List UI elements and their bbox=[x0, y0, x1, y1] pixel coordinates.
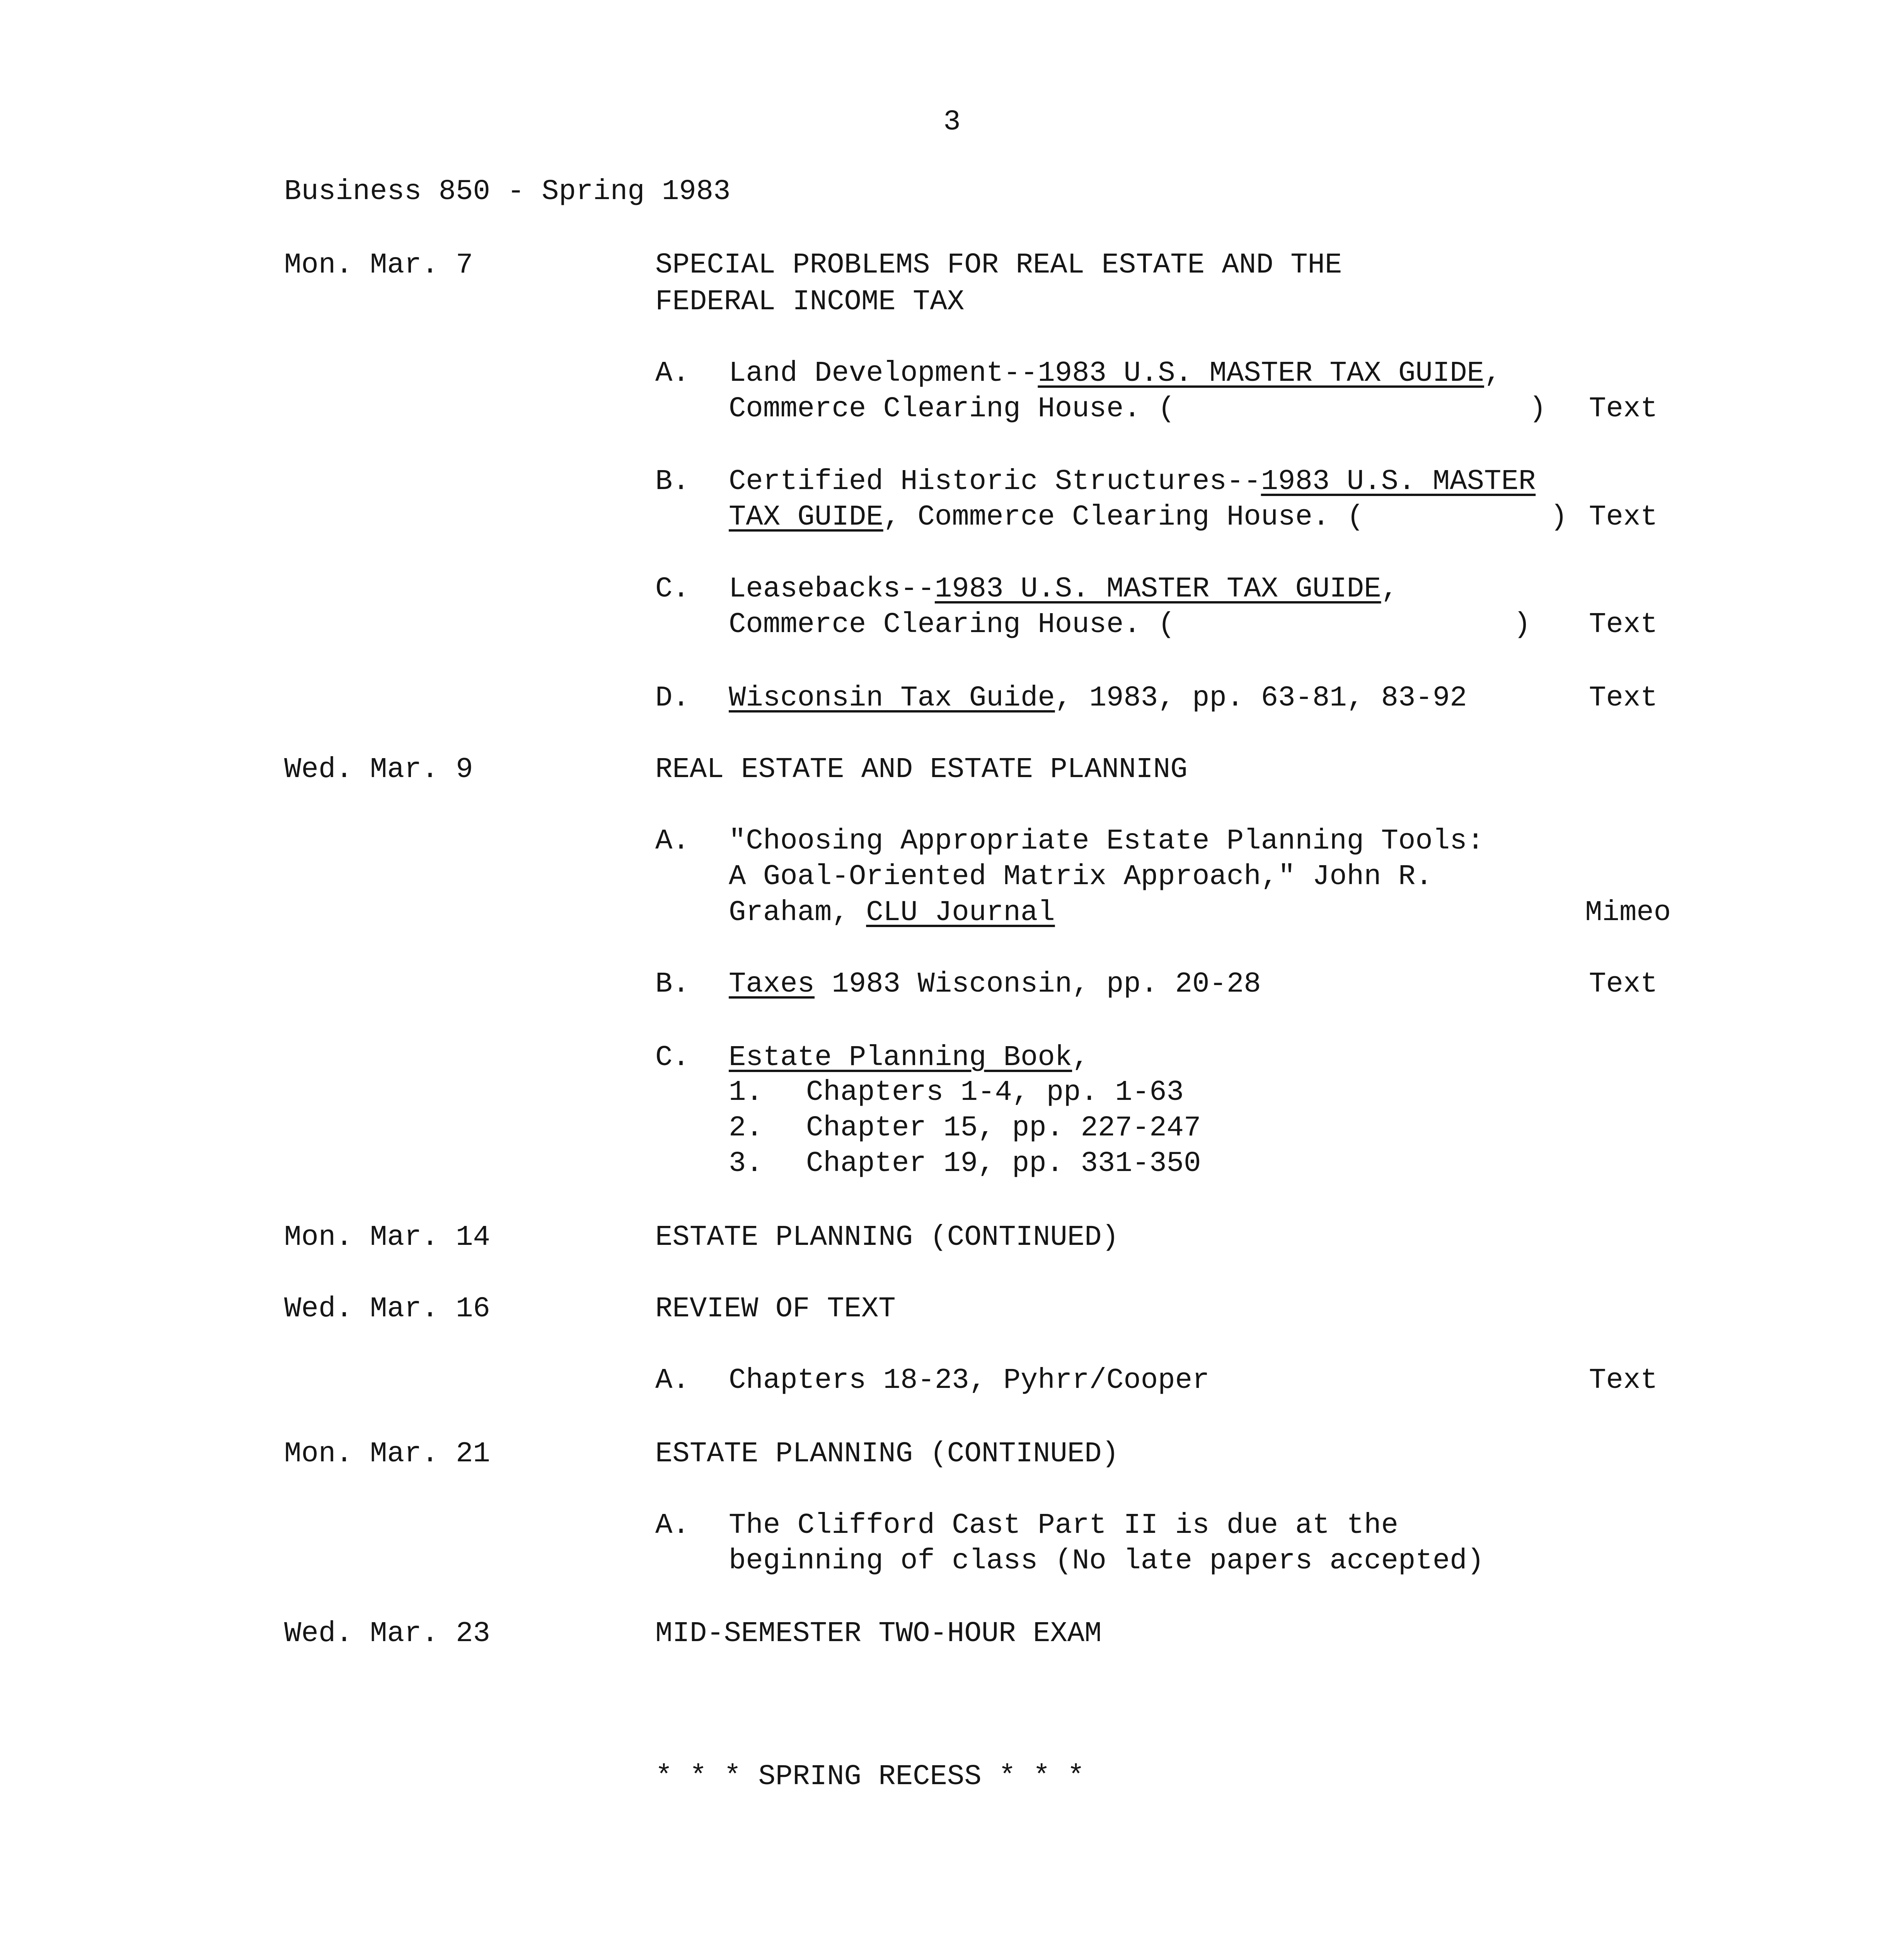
sub-item-text: Chapter 15, pp. 227-247 bbox=[806, 1112, 1201, 1144]
item-text bbox=[729, 966, 1261, 1002]
sub-item-number: 3. bbox=[729, 1147, 763, 1180]
item-blank-close: ) bbox=[1529, 393, 1546, 425]
item-text: beginning of class (No late papers accepted) bbox=[729, 1545, 1484, 1577]
item-letter: A. bbox=[655, 357, 690, 390]
session-title: ESTATE PLANNING (CONTINUED) bbox=[655, 1438, 1119, 1470]
item-text: The Clifford Cast Part II is due at the bbox=[729, 1509, 1398, 1542]
item-text-part: Leasebacks-- bbox=[729, 573, 935, 605]
item-text bbox=[729, 680, 1467, 716]
course-header: Business 850 - Spring 1983 bbox=[284, 176, 731, 208]
book-title: Wisconsin Tax Guide bbox=[729, 682, 1055, 714]
session-title: REAL ESTATE AND ESTATE PLANNING bbox=[655, 753, 1188, 786]
session-date: Mon. Mar. 14 bbox=[284, 1221, 490, 1254]
sub-item-text: Chapter 19, pp. 331-350 bbox=[806, 1147, 1201, 1180]
session-date: Wed. Mar. 16 bbox=[284, 1293, 490, 1325]
item-text-part: Land Development-- bbox=[729, 357, 1038, 390]
session-date: Wed. Mar. 23 bbox=[284, 1618, 490, 1650]
session-date: Mon. Mar. 21 bbox=[284, 1438, 490, 1470]
sub-item-text: Chapters 1-4, pp. 1-63 bbox=[806, 1076, 1184, 1109]
item-text bbox=[729, 356, 1501, 391]
item-text: A Goal-Oriented Matrix Approach," John R. bbox=[729, 861, 1433, 893]
item-source: Text bbox=[1589, 609, 1658, 641]
item-text bbox=[729, 895, 1055, 931]
item-source: Text bbox=[1589, 968, 1658, 1001]
page-number: 3 bbox=[943, 106, 961, 138]
session-title: ESTATE PLANNING (CONTINUED) bbox=[655, 1221, 1119, 1254]
item-text bbox=[729, 499, 1364, 535]
item-source: Text bbox=[1589, 393, 1658, 425]
book-title: 1983 U.S. MASTER bbox=[1261, 465, 1536, 498]
item-blank-close: ) bbox=[1514, 609, 1531, 641]
item-source: Mimeo bbox=[1585, 897, 1671, 929]
session-title: SPECIAL PROBLEMS FOR REAL ESTATE AND THE bbox=[655, 249, 1342, 281]
item-letter: D. bbox=[655, 682, 690, 714]
book-title: TAX GUIDE bbox=[729, 501, 883, 534]
item-letter: A. bbox=[655, 1364, 690, 1397]
item-letter: C. bbox=[655, 1042, 690, 1074]
item-text-part: Certified Historic Structures-- bbox=[729, 465, 1261, 498]
item-text: "Choosing Appropriate Estate Planning Tools: bbox=[729, 825, 1484, 857]
item-letter: B. bbox=[655, 968, 690, 1001]
item-text: Chapters 18-23, Pyhrr/Cooper bbox=[729, 1364, 1210, 1397]
journal-title: CLU Journal bbox=[866, 897, 1055, 929]
item-source: Text bbox=[1589, 1364, 1658, 1397]
book-title: 1983 U.S. MASTER TAX GUIDE bbox=[1038, 357, 1484, 390]
book-title: 1983 U.S. MASTER TAX GUIDE bbox=[934, 573, 1381, 605]
item-text: Commerce Clearing House. ( bbox=[729, 609, 1175, 641]
sub-item-number: 1. bbox=[729, 1076, 763, 1109]
sub-item-number: 2. bbox=[729, 1112, 763, 1144]
item-letter: B. bbox=[655, 465, 690, 498]
item-text-part: Graham, bbox=[729, 897, 866, 929]
item-source: Text bbox=[1589, 682, 1658, 714]
session-title: MID-SEMESTER TWO-HOUR EXAM bbox=[655, 1618, 1102, 1650]
item-blank-close: ) bbox=[1550, 501, 1568, 534]
item-text-part: , bbox=[1381, 573, 1398, 605]
item-text-part: , 1983, pp. 63-81, 83-92 bbox=[1055, 682, 1467, 714]
item-text-part: , bbox=[1484, 357, 1502, 390]
item-text-part: , bbox=[1072, 1042, 1089, 1074]
session-date: Mon. Mar. 7 bbox=[284, 249, 473, 281]
item-text bbox=[729, 571, 1398, 607]
item-letter: C. bbox=[655, 573, 690, 605]
book-title: Taxes bbox=[729, 968, 815, 1001]
session-title: FEDERAL INCOME TAX bbox=[655, 286, 965, 318]
item-text-part: , Commerce Clearing House. ( bbox=[883, 501, 1364, 534]
item-letter: A. bbox=[655, 825, 690, 857]
spring-recess-note: * * * SPRING RECESS * * * bbox=[655, 1761, 1085, 1793]
item-source: Text bbox=[1589, 501, 1658, 534]
item-text bbox=[729, 464, 1536, 499]
item-letter: A. bbox=[655, 1509, 690, 1542]
session-date: Wed. Mar. 9 bbox=[284, 753, 473, 786]
book-title: Estate Planning Book bbox=[729, 1042, 1072, 1074]
item-text-part: 1983 Wisconsin, pp. 20-28 bbox=[815, 968, 1261, 1001]
item-text bbox=[729, 1040, 1089, 1076]
session-title: REVIEW OF TEXT bbox=[655, 1293, 896, 1325]
item-text: Commerce Clearing House. ( bbox=[729, 393, 1175, 425]
